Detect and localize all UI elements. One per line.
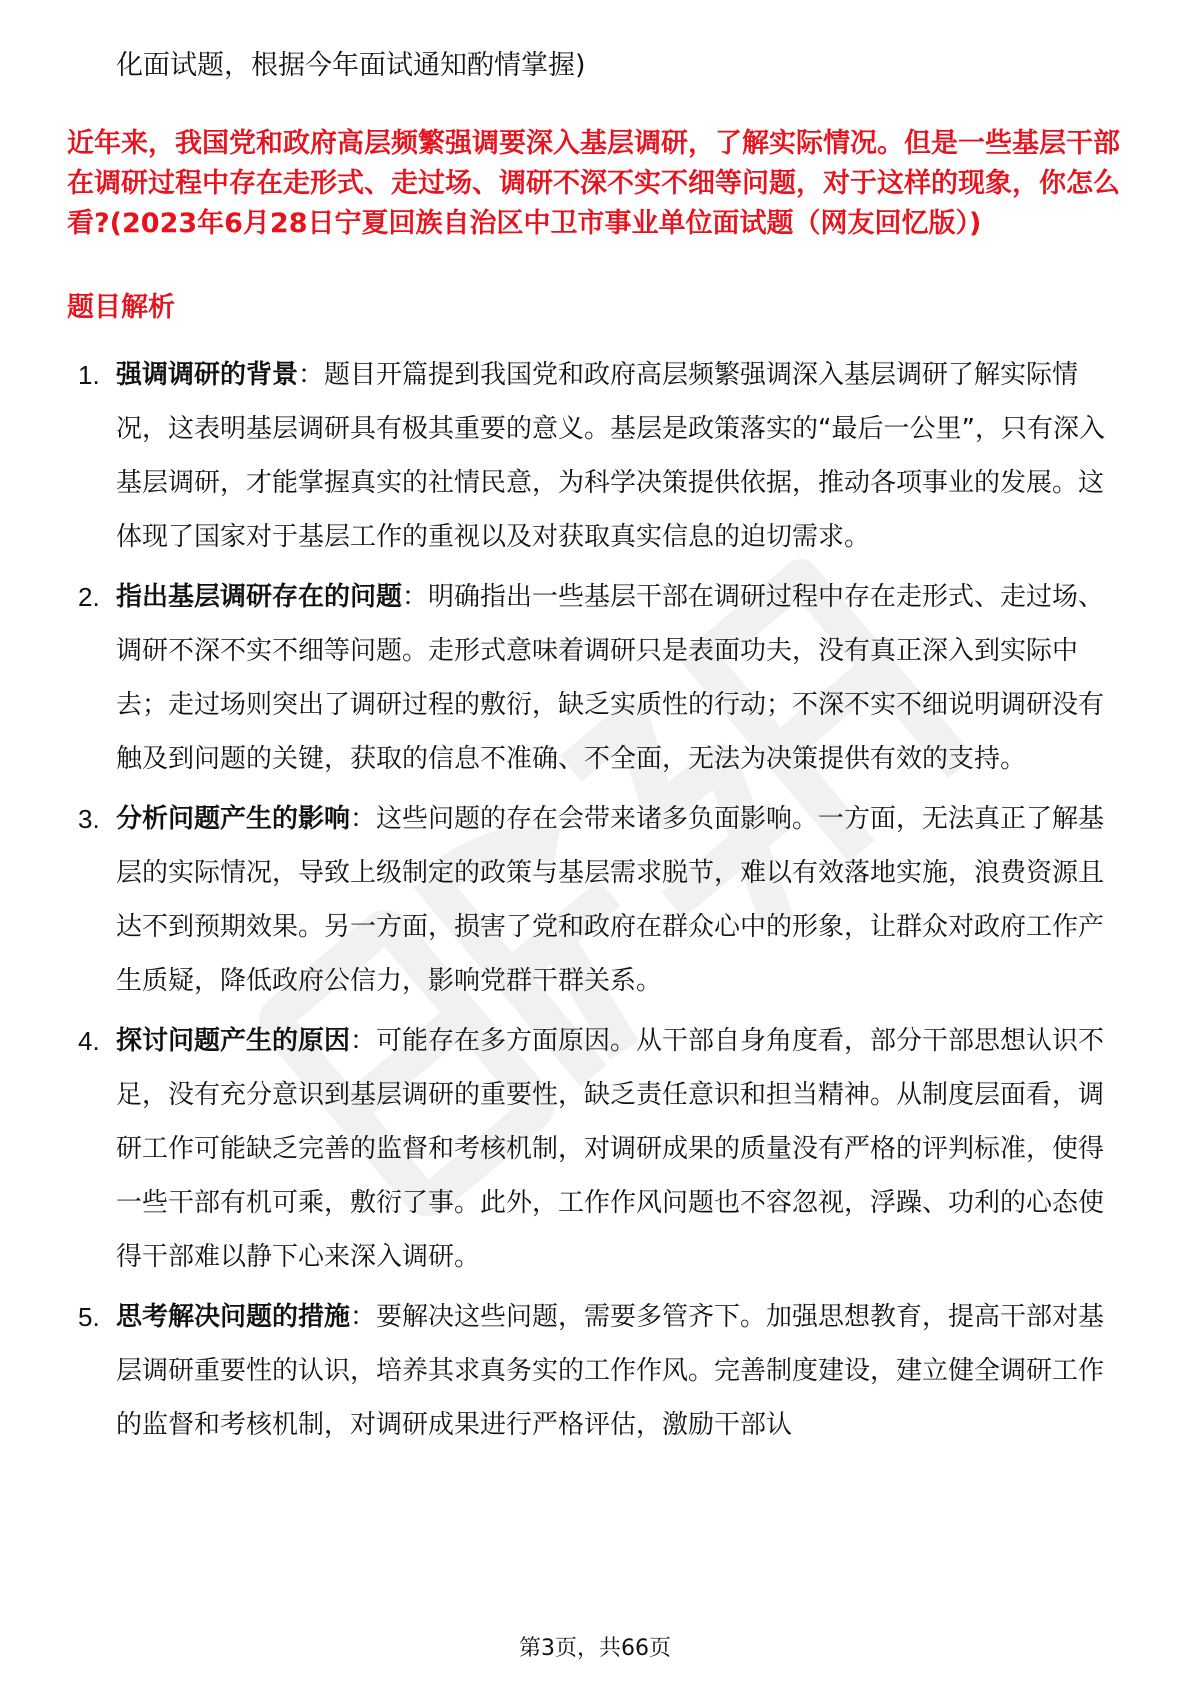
item-number: 5. (78, 1302, 100, 1332)
analysis-list (0, 348, 1190, 1458)
item-heading: 探讨问题产生的原因 (116, 1026, 351, 1056)
list-item (0, 348, 1190, 564)
page-footer: 第3页，共66页 (519, 1636, 671, 1661)
list-item (0, 1014, 1190, 1284)
section-title: 题目解析 (67, 292, 175, 323)
list-item (0, 570, 1190, 786)
item-text: ：这些问题的存在会带来诸多负面影响。一方面，无法真正了解基层的实际情况，导致上级制定的政策与基层需求脱节，难以有效落地实施，浪费资源且达不到预期效果。另一方面，损害了党和政府在群众心中的形象，让群众对政府工作产生质疑，降低政府公信力，影响党群干群关系。 (116, 804, 1105, 996)
list-item (0, 1290, 1190, 1452)
item-number: 1. (78, 360, 100, 390)
item-heading: 分析问题产生的影响 (116, 804, 351, 834)
item-number: 2. (78, 582, 100, 612)
item-text: ：可能存在多方面原因。从干部自身角度看，部分干部思想认识不足，没有充分意识到基层调研的重要性，缺乏责任意识和担当精神。从制度层面看，调研工作可能缺乏完善的监督和考核机制，对调研成果的质量没有严格的评判标准，使得一些干部有机可乘，敷衍了事。此外，工作作风问题也不容忽视，浮躁、功利的心态使得干部难以静下心来深入调研。 (116, 1026, 1105, 1272)
item-text: ：要解决这些问题，需要多管齐下。加强思想教育，提高干部对基层调研重要性的认识，培养其求真务实的工作作风。完善制度建设，建立健全调研工作的监督和考核机制，对调研成果进行严格评估，激励干部认 (116, 1302, 1105, 1440)
item-heading: 强调调研的背景 (116, 360, 299, 390)
header-text: 化面试题，根据今年面试通知酌情掌握) (116, 50, 586, 81)
item-number: 3. (78, 804, 100, 834)
item-text: ：明确指出一些基层干部在调研过程中存在走形式、走过场、调研不深不实不细等问题。走形式意味着调研只是表面功夫，没有真正深入到实际中去；走过场则突出了调研过程的敷衍，缺乏实质性的行动；不深不实不细说明调研没有触及到问题的关键，获取的信息不准确、不全面，无法为决策提供有效的支持。 (116, 582, 1105, 774)
item-number: 4. (78, 1026, 100, 1056)
question-text: 近年来，我国党和政府高层频繁强调要深入基层调研，了解实际情况。但是一些基层干部在调研过程中存在走形式、走过场、调研不深不实不细等问题，对于这样的现象，你怎么看?(2023年6月28日宁夏回族自治区中卫市事业单位面试题（网友回忆版）) (67, 128, 1120, 239)
item-heading: 指出基层调研存在的问题 (116, 582, 403, 612)
item-text: ：题目开篇提到我国党和政府高层频繁强调深入基层调研了解实际情况，这表明基层调研具有极其重要的意义。基层是政策落实的“最后一公里”，只有深入基层调研，才能掌握真实的社情民意，为科学决策提供依据，推动各项事业的发展。这体现了国家对于基层工作的重视以及对获取真实信息的迫切需求。 (116, 360, 1105, 552)
item-heading: 思考解决问题的措施 (116, 1302, 351, 1332)
list-item (0, 792, 1190, 1008)
